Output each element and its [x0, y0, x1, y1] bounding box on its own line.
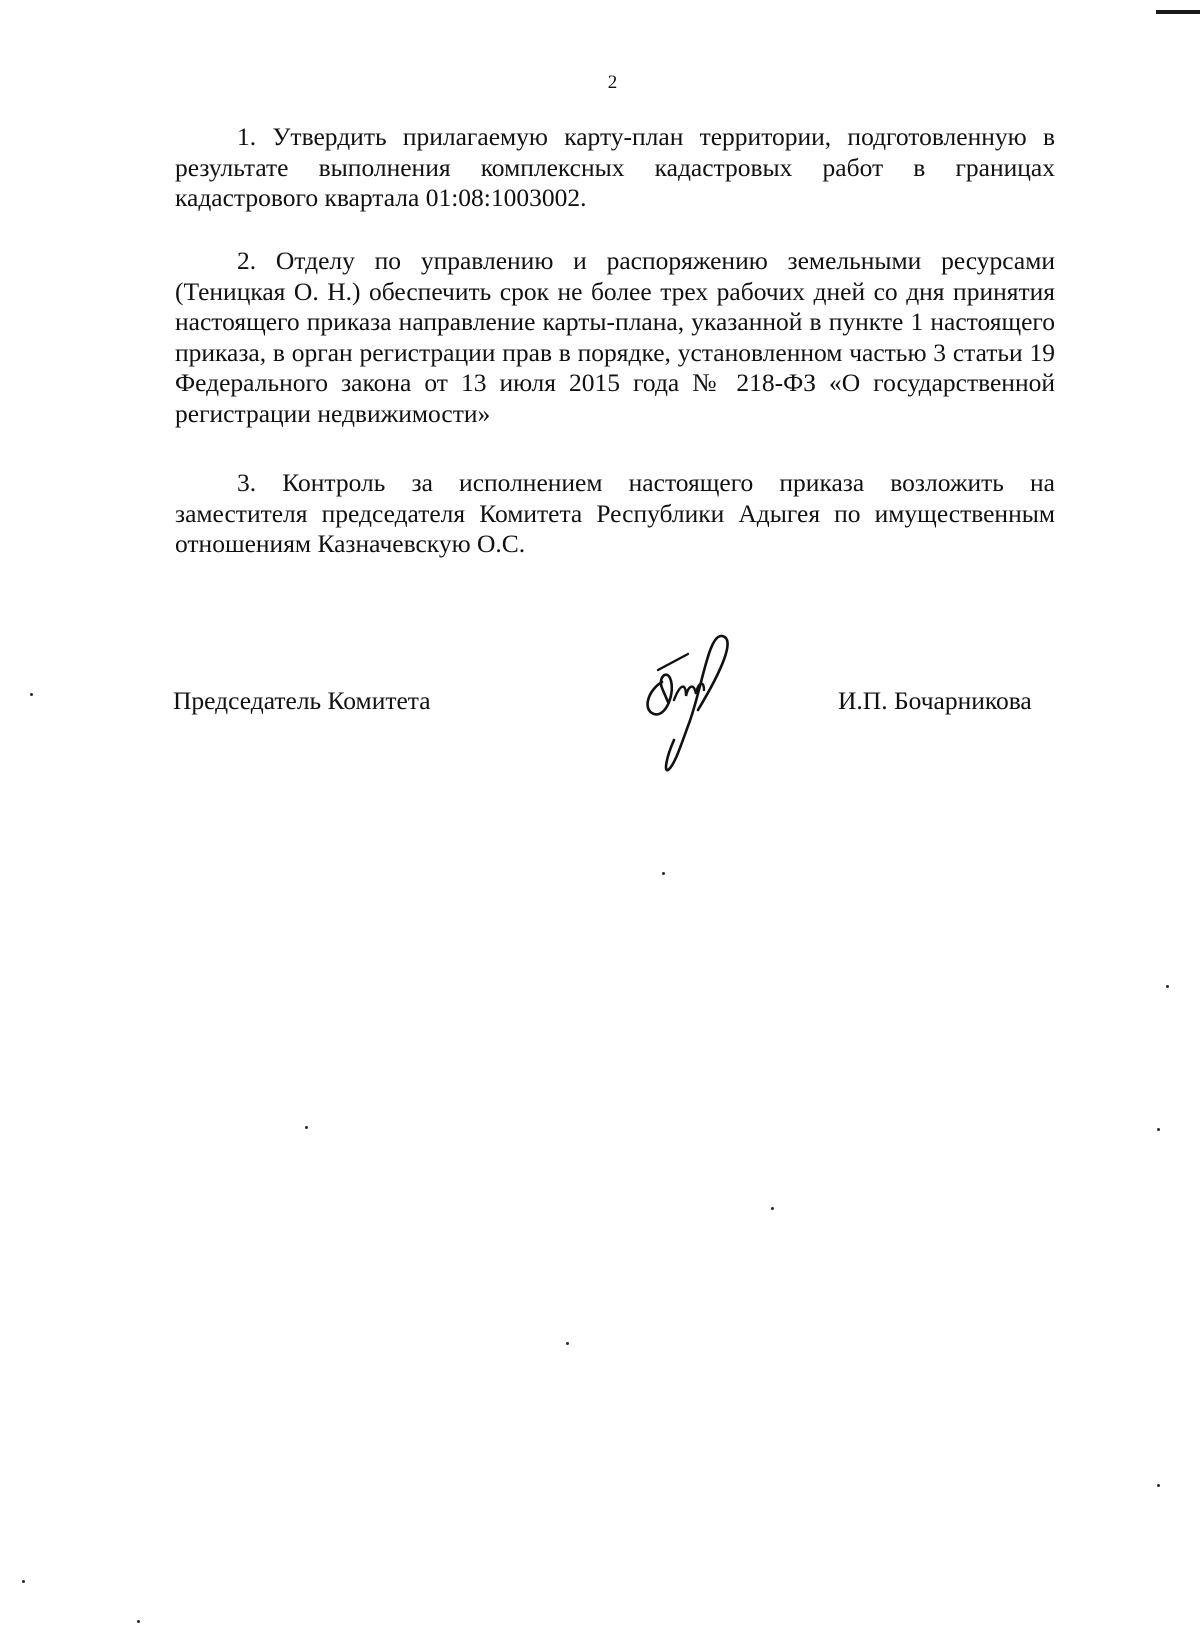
- scan-speck: [1157, 1128, 1160, 1131]
- scan-speck: [771, 1207, 774, 1210]
- paragraph-3: [175, 468, 1055, 560]
- paragraph-1: [175, 122, 1055, 214]
- scan-speck: [137, 1620, 140, 1623]
- scan-speck: [566, 1342, 569, 1345]
- paragraph-3-text: 3. Контроль за исполнением настоящего приказа возложить на заместителя председателя Комитета Республики Адыгея по имущественным отношениям Казначевскую О.С.: [175, 468, 1055, 558]
- page-number: 2: [607, 72, 618, 93]
- handwritten-signature-icon: [640, 630, 760, 780]
- scan-speck: [1166, 985, 1169, 988]
- scan-speck: [662, 872, 665, 875]
- paragraph-2-text: 2. Отделу по управлению и распоряжению земельными ресурсами (Теницкая О. Н.) обеспечить срок не более трех рабочих дней со дня принятия настоящего приказа направление карты-плана, указанной в пункте 1 настоящего приказа, в орган регистрации прав в порядке, установленном частью 3 статьи 19 Федерального закона от 13 июля 2015 года № 218-ФЗ «О государственной регистрации недвижимости»: [175, 246, 1055, 428]
- scan-speck: [22, 1580, 25, 1583]
- scan-speck: [305, 1126, 308, 1129]
- paragraph-1-text: 1. Утвердить прилагаемую карту-план территории, подготовленную в результате выполнения комплексных кадастровых работ в границах кадастрового квартала 01:08:1003002.: [175, 122, 1055, 212]
- scan-edge-mark: [1156, 10, 1200, 14]
- paragraph-2: [175, 246, 1055, 429]
- scan-speck: [30, 693, 33, 696]
- signatory-position: Председатель Комитета: [173, 686, 431, 715]
- scan-speck: [1157, 1484, 1160, 1487]
- signatory-name: И.П. Бочарникова: [838, 686, 1032, 715]
